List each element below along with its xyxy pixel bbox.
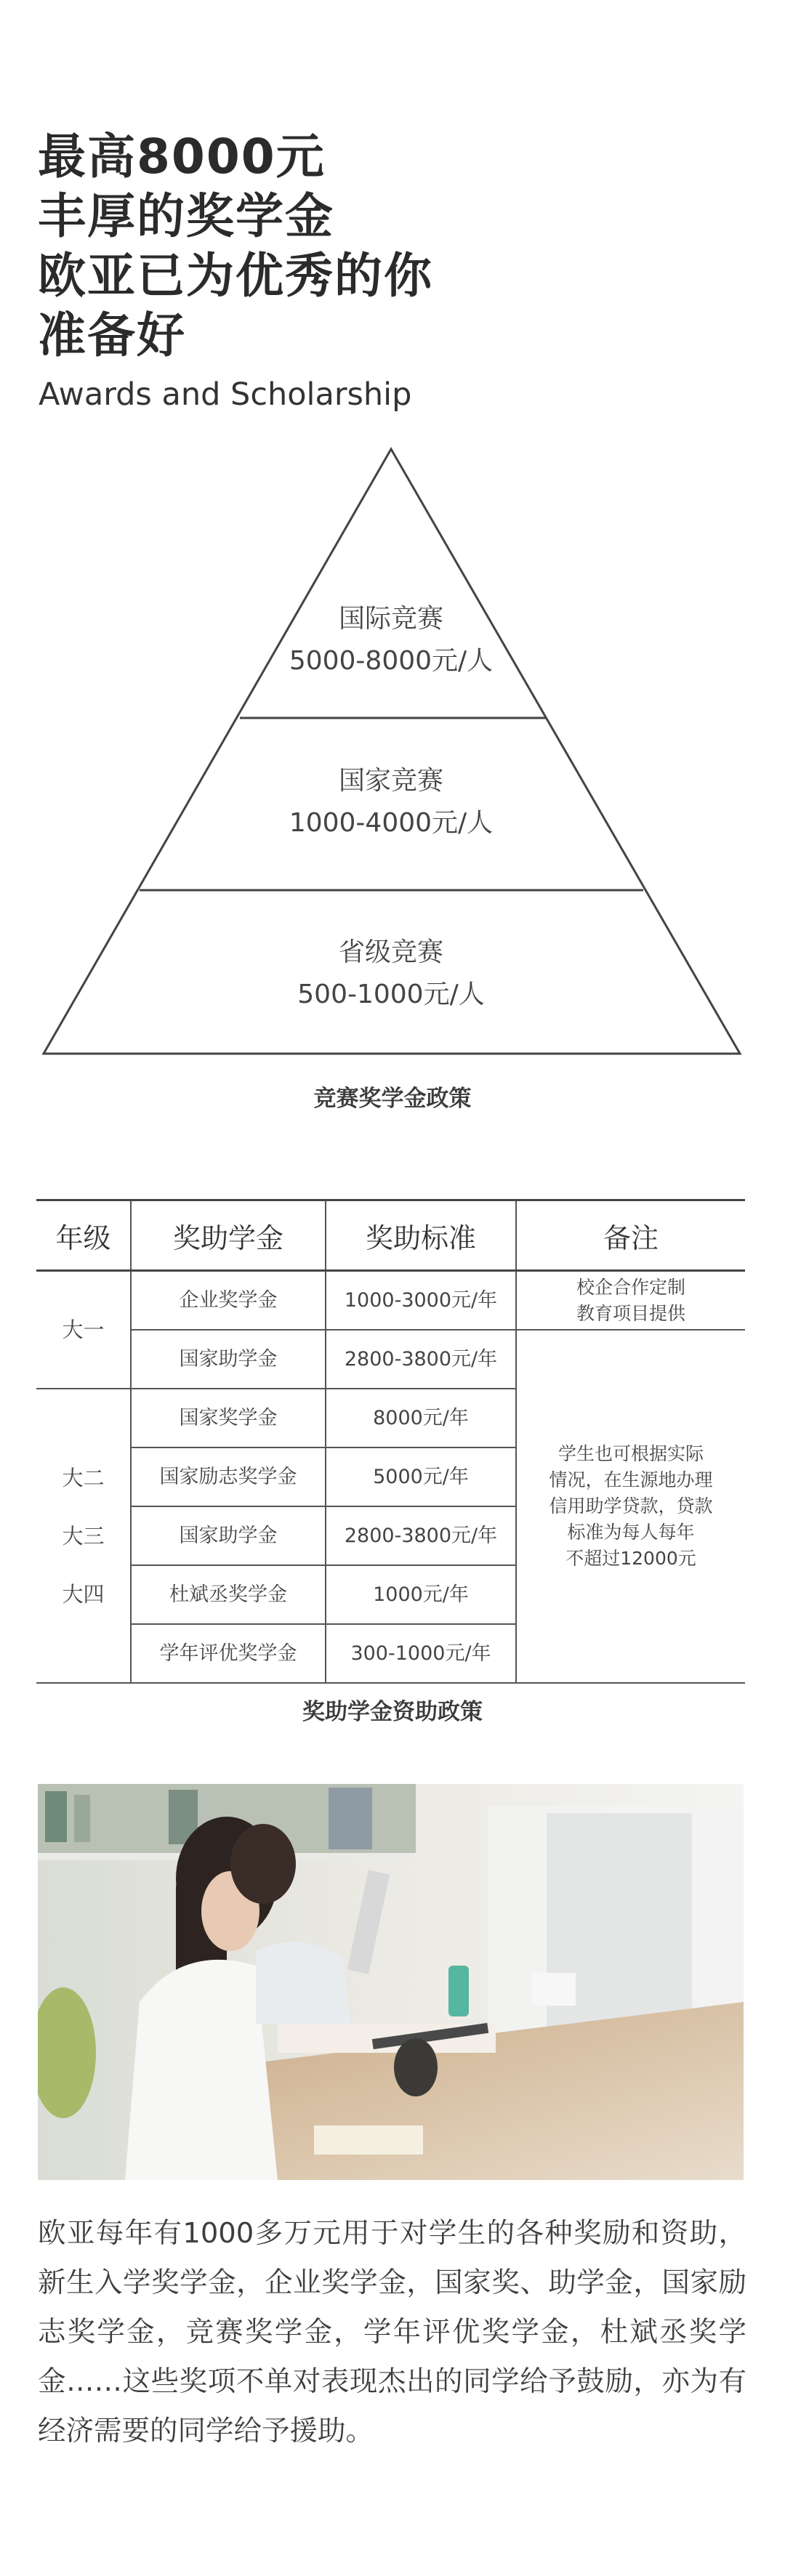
competition-pyramid bbox=[0, 436, 785, 1090]
scholarship-name: 国家助学金 bbox=[131, 1330, 326, 1389]
scholarship-standard: 5000元/年 bbox=[326, 1448, 516, 1506]
note-line: 教育项目提供 bbox=[576, 1302, 685, 1324]
scholarship-name: 国家奖学金 bbox=[131, 1389, 326, 1448]
table-caption: 奖助学金资助政策 bbox=[302, 1699, 483, 1725]
note-line: 情况，在生源地办理 bbox=[549, 1469, 713, 1490]
headline-line-4: 准备好 bbox=[38, 307, 186, 363]
table-row bbox=[36, 1330, 745, 1389]
tier-amount: 500-1000元/人 bbox=[297, 980, 485, 1009]
scholarship-standard: 2800-3800元/年 bbox=[326, 1506, 516, 1565]
scholarship-standard: 1000-3000元/年 bbox=[326, 1271, 516, 1331]
note-line: 标准为每人每年 bbox=[567, 1522, 695, 1543]
students-studying-photo bbox=[38, 1784, 744, 2180]
grade-label: 大二 bbox=[62, 1465, 105, 1490]
note-line: 不超过12000元 bbox=[565, 1548, 696, 1569]
tier-name: 国际竞赛 bbox=[338, 604, 443, 634]
scholarship-name: 企业奖学金 bbox=[131, 1271, 326, 1331]
headline-line-2: 丰厚的奖学金 bbox=[38, 188, 334, 244]
scholarship-standard: 300-1000元/年 bbox=[326, 1624, 516, 1683]
photo-illustration bbox=[38, 1784, 744, 2180]
headline-line-1: 最高8000元 bbox=[38, 129, 326, 185]
pyramid-caption: 竞赛奖学金政策 bbox=[313, 1086, 472, 1112]
note-first bbox=[516, 1271, 745, 1331]
grade-label: 大三 bbox=[62, 1523, 105, 1549]
grade-label: 大四 bbox=[62, 1581, 105, 1607]
body-paragraph: 欧亚每年有1000多万元用于对学生的各种奖励和资助，新生入学奖学金，企业奖学金，国家奖、助学金，国家励志奖学金，竞赛奖学金，学年评优奖学金，杜斌丞奖学金……这些奖项不单对表现杰出的同学给予鼓励，亦为有经济需要的同学给予援助。 bbox=[38, 2217, 746, 2447]
scholarship-standard: 1000元/年 bbox=[326, 1565, 516, 1624]
pyramid-tier-national bbox=[246, 760, 536, 844]
header-note: 备注 bbox=[516, 1200, 745, 1271]
headline-line-3: 欧亚已为优秀的你 bbox=[38, 248, 433, 304]
note-line: 信用助学贷款，贷款 bbox=[549, 1495, 713, 1517]
grade-first-year: 大一 bbox=[36, 1271, 131, 1389]
note-line: 校企合作定制 bbox=[576, 1276, 685, 1298]
note-line: 学生也可根据实际 bbox=[557, 1443, 704, 1464]
scholarship-standard: 2800-3800元/年 bbox=[326, 1330, 516, 1389]
scholarship-name: 国家励志奖学金 bbox=[131, 1448, 326, 1506]
header-grade: 年级 bbox=[36, 1200, 131, 1271]
header-standard: 奖助标准 bbox=[326, 1200, 516, 1271]
scholarship-standard: 8000元/年 bbox=[326, 1389, 516, 1448]
tier-name: 省级竞赛 bbox=[338, 937, 443, 967]
grade-upper-years bbox=[36, 1389, 131, 1683]
pyramid-tier-provincial bbox=[246, 932, 536, 1016]
pyramid-tier-international bbox=[246, 598, 536, 682]
headline bbox=[38, 127, 433, 366]
scholarship-name: 杜斌丞奖学金 bbox=[131, 1565, 326, 1624]
scholarship-name: 国家助学金 bbox=[131, 1506, 326, 1565]
scholarship-name: 学年评优奖学金 bbox=[131, 1624, 326, 1683]
tier-amount: 1000-4000元/人 bbox=[289, 808, 494, 838]
tier-amount: 5000-8000元/人 bbox=[289, 646, 494, 676]
header-scholarship: 奖助学金 bbox=[131, 1200, 326, 1271]
tier-name: 国家竞赛 bbox=[338, 766, 443, 796]
table-header-row bbox=[36, 1200, 745, 1271]
scholarship-table bbox=[36, 1199, 745, 1684]
note-second bbox=[516, 1330, 745, 1683]
table-row bbox=[36, 1271, 745, 1331]
subtitle: Awards and Scholarship bbox=[39, 376, 412, 413]
